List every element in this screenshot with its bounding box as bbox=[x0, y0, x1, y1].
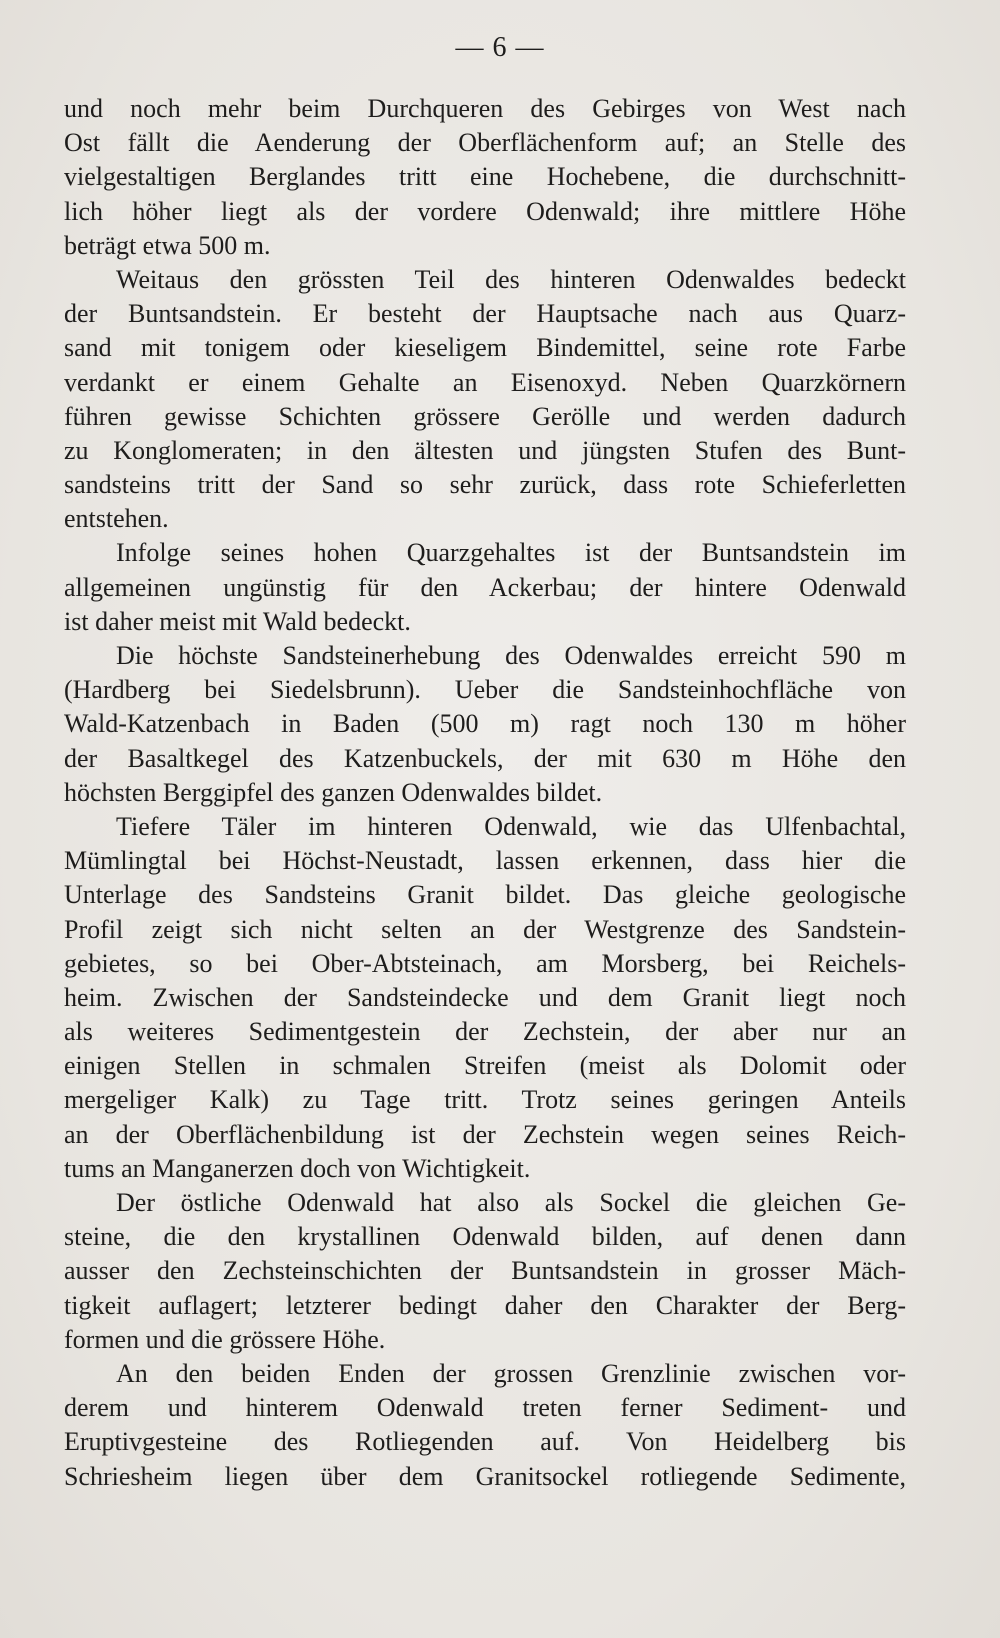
text-line: (Hardberg bei Siedelsbrunn). Ueber die Sandsteinhochfläche von bbox=[64, 675, 906, 705]
text-line: Schriesheim liegen über dem Granitsockel rotliegende Sedimente, bbox=[64, 1461, 906, 1491]
text-line: Eruptivgesteine des Rotliegenden auf. Von Heidelberg bis bbox=[64, 1427, 906, 1457]
text-line: der Basaltkegel des Katzenbuckels, der mit 630 m Höhe den bbox=[64, 743, 906, 773]
text-line: verdankt er einem Gehalte an Eisenoxyd. Neben Quarzkörnern bbox=[64, 367, 906, 397]
text-line: zu Konglomeraten; in den ältesten und jüngsten Stufen des Bunt- bbox=[64, 435, 906, 465]
text-line: derem und hinterem Odenwald treten ferner Sediment- und bbox=[64, 1393, 906, 1423]
text-line: höchsten Berggipfel des ganzen Odenwaldes bildet. bbox=[64, 777, 603, 807]
text-line: entstehen. bbox=[64, 504, 169, 534]
text-line: beträgt etwa 500 m. bbox=[64, 230, 271, 260]
text-line: als weiteres Sedimentgestein der Zechstein, der aber nur an bbox=[64, 1017, 906, 1047]
text-line: sand mit tonigem oder kieseligem Bindemittel, seine rote Farbe bbox=[64, 333, 906, 363]
text-line: vielgestaltigen Berglandes tritt eine Hochebene, die durchschnitt- bbox=[64, 162, 906, 192]
text-line: ist daher meist mit Wald bedeckt. bbox=[64, 606, 411, 636]
text-line: allgemeinen ungünstig für den Ackerbau; der hintere Odenwald bbox=[64, 572, 906, 602]
text-line: Infolge seines hohen Quarzgehaltes ist der Buntsandstein im bbox=[116, 538, 906, 568]
body-text bbox=[64, 92, 906, 1494]
text-line: tums an Manganerzen doch von Wichtigkeit. bbox=[64, 1153, 531, 1183]
text-line: ausser den Zechsteinschichten der Buntsandstein in grosser Mäch- bbox=[64, 1256, 906, 1286]
text-line: lich höher liegt als der vordere Odenwald; ihre mittlere Höhe bbox=[64, 196, 906, 226]
text-line: Wald-Katzenbach in Baden (500 m) ragt noch 130 m höher bbox=[64, 709, 906, 739]
text-line: einigen Stellen in schmalen Streifen (meist als Dolomit oder bbox=[64, 1051, 906, 1081]
text-line: Profil zeigt sich nicht selten an der Westgrenze des Sandstein- bbox=[64, 914, 906, 944]
text-line: Die höchste Sandsteinerhebung des Odenwaldes erreicht 590 m bbox=[116, 641, 906, 670]
text-line: Der östliche Odenwald hat also als Sockel die gleichen Ge- bbox=[116, 1188, 906, 1217]
text-line: Unterlage des Sandsteins Granit bildet. Das gleiche geologische bbox=[64, 880, 906, 910]
text-line: mergeliger Kalk) zu Tage tritt. Trotz seines geringen Anteils bbox=[64, 1085, 906, 1115]
text-line: Ost fällt die Aenderung der Oberflächenform auf; an Stelle des bbox=[64, 128, 906, 158]
text-line: heim. Zwischen der Sandsteindecke und dem Granit liegt noch bbox=[64, 982, 906, 1012]
text-line: und noch mehr beim Durchqueren des Gebirges von West nach bbox=[64, 94, 906, 123]
text-line: Tiefere Täler im hinteren Odenwald, wie das Ulfenbachtal, bbox=[116, 811, 906, 841]
text-line: führen gewisse Schichten grössere Gerölle und werden dadurch bbox=[64, 401, 906, 431]
text-line: der Buntsandstein. Er besteht der Hauptsache nach aus Quarz- bbox=[64, 299, 906, 329]
text-line: formen und die grössere Höhe. bbox=[64, 1324, 386, 1354]
text-line: gebietes, so bei Ober-Abtsteinach, am Morsberg, bei Reichels- bbox=[64, 948, 906, 978]
text-line: An den beiden Enden der grossen Grenzlinie zwischen vor- bbox=[116, 1358, 906, 1388]
text-line: an der Oberflächenbildung ist der Zechstein wegen seines Reich- bbox=[64, 1119, 906, 1149]
text-line: steine, die den krystallinen Odenwald bilden, auf denen dann bbox=[64, 1222, 906, 1252]
text-line: sandsteins tritt der Sand so sehr zurück, dass rote Schieferletten bbox=[64, 470, 906, 500]
text-line: Mümlingtal bei Höchst-Neustadt, lassen erkennen, dass hier die bbox=[64, 846, 906, 876]
text-line: tigkeit auflagert; letzterer bedingt daher den Charakter der Berg- bbox=[64, 1290, 906, 1320]
text-line: Weitaus den grössten Teil des hinteren Odenwaldes bedeckt bbox=[116, 264, 906, 294]
page-number: — 6 — bbox=[455, 32, 545, 63]
